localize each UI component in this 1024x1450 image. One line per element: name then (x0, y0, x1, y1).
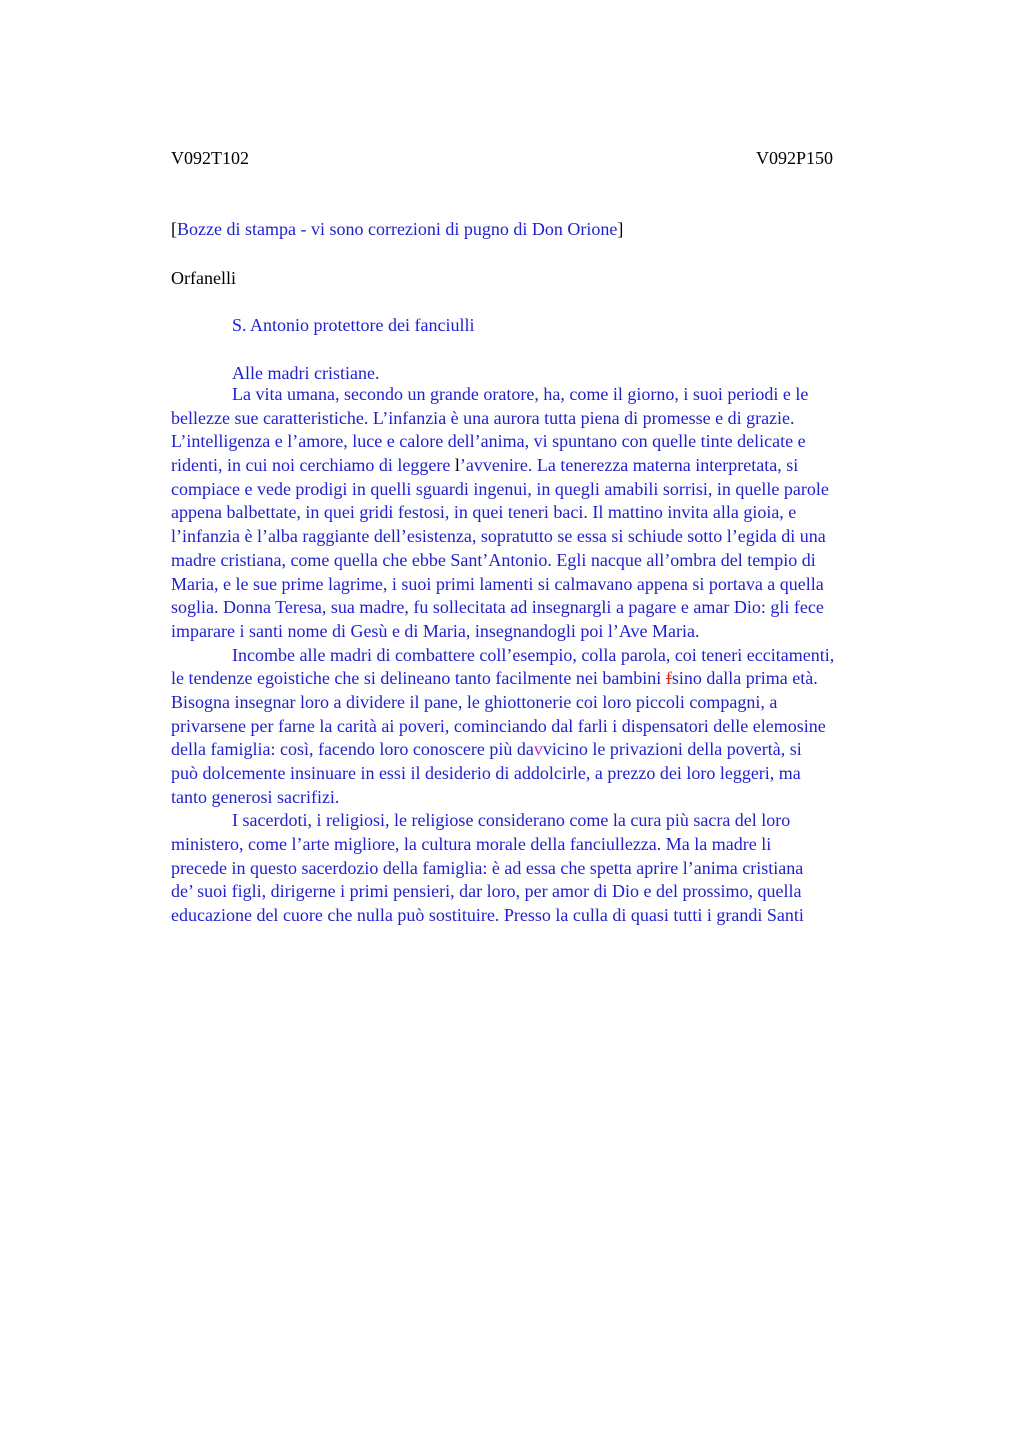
struck-correction: f (665, 668, 672, 689)
paragraph-1-line: Maria, e le sue prime lagrime, i suoi primi lamenti si calmavano appena si portava a quella (171, 573, 824, 594)
inserted-correction: v (533, 739, 543, 760)
paragraph-3-line: precede in questo sacerdozio della famiglia: è ad essa che spetta aprire l’anima cristiana (171, 857, 804, 878)
paragraph-1-line: l’infanzia è l’alba raggiante dell’esistenza, sopratutto se essa si schiude sotto l’egida di una (171, 526, 826, 547)
text-segment: vicino le privazioni della povertà, si (542, 739, 802, 760)
paragraph-1-line: L’intelligenza e l’amore, luce e calore dell’anima, vi spuntano con quelle tinte delicate e (171, 431, 806, 452)
correction-letter: l (454, 455, 460, 476)
document-page (171, 145, 931, 171)
paragraph-2-line: può dolcemente insinuare in essi il desiderio di addolcirle, a prezzo dei loro leggeri, ma (171, 763, 801, 783)
note-close-bracket: ] (617, 219, 624, 239)
paragraph-2-line: privarsene per farne la carità ai poveri, cominciando dal farli i dispensatori delle elemosine (171, 715, 826, 736)
paragraph-2-line (171, 667, 931, 691)
section-label: Orfanelli (171, 268, 236, 288)
text-segment: ’avvenire. La tenerezza materna interpretata, si (459, 455, 799, 476)
paragraph-2-line: Bisogna insegnar loro a dividere il pane, le ghiottonerie coi loro piccoli compagni, a (171, 691, 778, 712)
salutation: Alle madri cristiane. (232, 363, 380, 383)
paragraph-3-line: educazione del cuore che nulla può sostituire. Presso la culla di quasi tutti i grandi Santi (171, 905, 804, 926)
paragraph-2-line (171, 738, 931, 762)
document-code-left: V092T102 (171, 148, 249, 168)
article-title: S. Antonio protettore dei fanciulli (232, 315, 475, 335)
paragraph-1-line: compiace e vede prodigi in quelli sguardi ingenui, in quegli amabili sorrisi, in quelle parole (171, 478, 829, 499)
note-open-bracket: [ (171, 219, 177, 239)
document-code-right: V092P150 (756, 148, 834, 168)
document-header (171, 145, 931, 171)
paragraph-2-line: Incombe alle madri di combattere coll’esempio, colla parola, coi teneri eccitamenti, (232, 644, 835, 665)
note-text: Bozze di stampa - vi sono correzioni di pugno di Don Orione (177, 219, 618, 239)
text-segment: sino dalla prima età. (671, 668, 818, 689)
text-segment: della famiglia: così, facendo loro conoscere più da (171, 739, 534, 760)
paragraph-3-line: ministero, come l’arte migliore, la cultura morale della fanciullezza. Ma la madre li (171, 834, 772, 855)
paragraph-1-line: appena balbettate, in quei gridi festosi, in quei teneri baci. Il mattino invita alla gioia, e (171, 502, 797, 523)
article-body (171, 383, 931, 928)
text-segment: ridenti, in cui noi cerchiamo di leggere (171, 455, 455, 476)
paragraph-1-line: madre cristiana, come quella che ebbe Sant’Antonio. Egli nacque all’ombra del tempio di (171, 549, 816, 570)
paragraph-1-line: bellezze sue caratteristiche. L’infanzia è una aurora tutta piena di promesse e di grazie. (171, 407, 795, 428)
editorial-note (171, 215, 623, 243)
paragraph-1-line (171, 454, 931, 478)
text-segment: le tendenze egoistiche che si delineano tanto facilmente nei bambini (171, 668, 666, 689)
paragraph-1-line: La vita umana, secondo un grande oratore, ha, come il giorno, i suoi periodi e le (232, 384, 809, 404)
paragraph-1-line: imparare i santi nome di Gesù e di Maria, insegnandogli poi l’Ave Maria. (171, 620, 700, 641)
paragraph-3-line: de’ suoi figli, dirigerne i primi pensieri, dar loro, per amor di Dio e del prossimo, quella (171, 881, 802, 902)
paragraph-3-line: I sacerdoti, i religiosi, le religiose considerano come la cura più sacra del loro (232, 810, 791, 831)
paragraph-1-line: soglia. Donna Teresa, sua madre, fu sollecitata ad insegnargli a pagare e amar Dio: gli fece (171, 597, 824, 618)
paragraph-2-line: tanto generosi sacrifizi. (171, 786, 340, 807)
